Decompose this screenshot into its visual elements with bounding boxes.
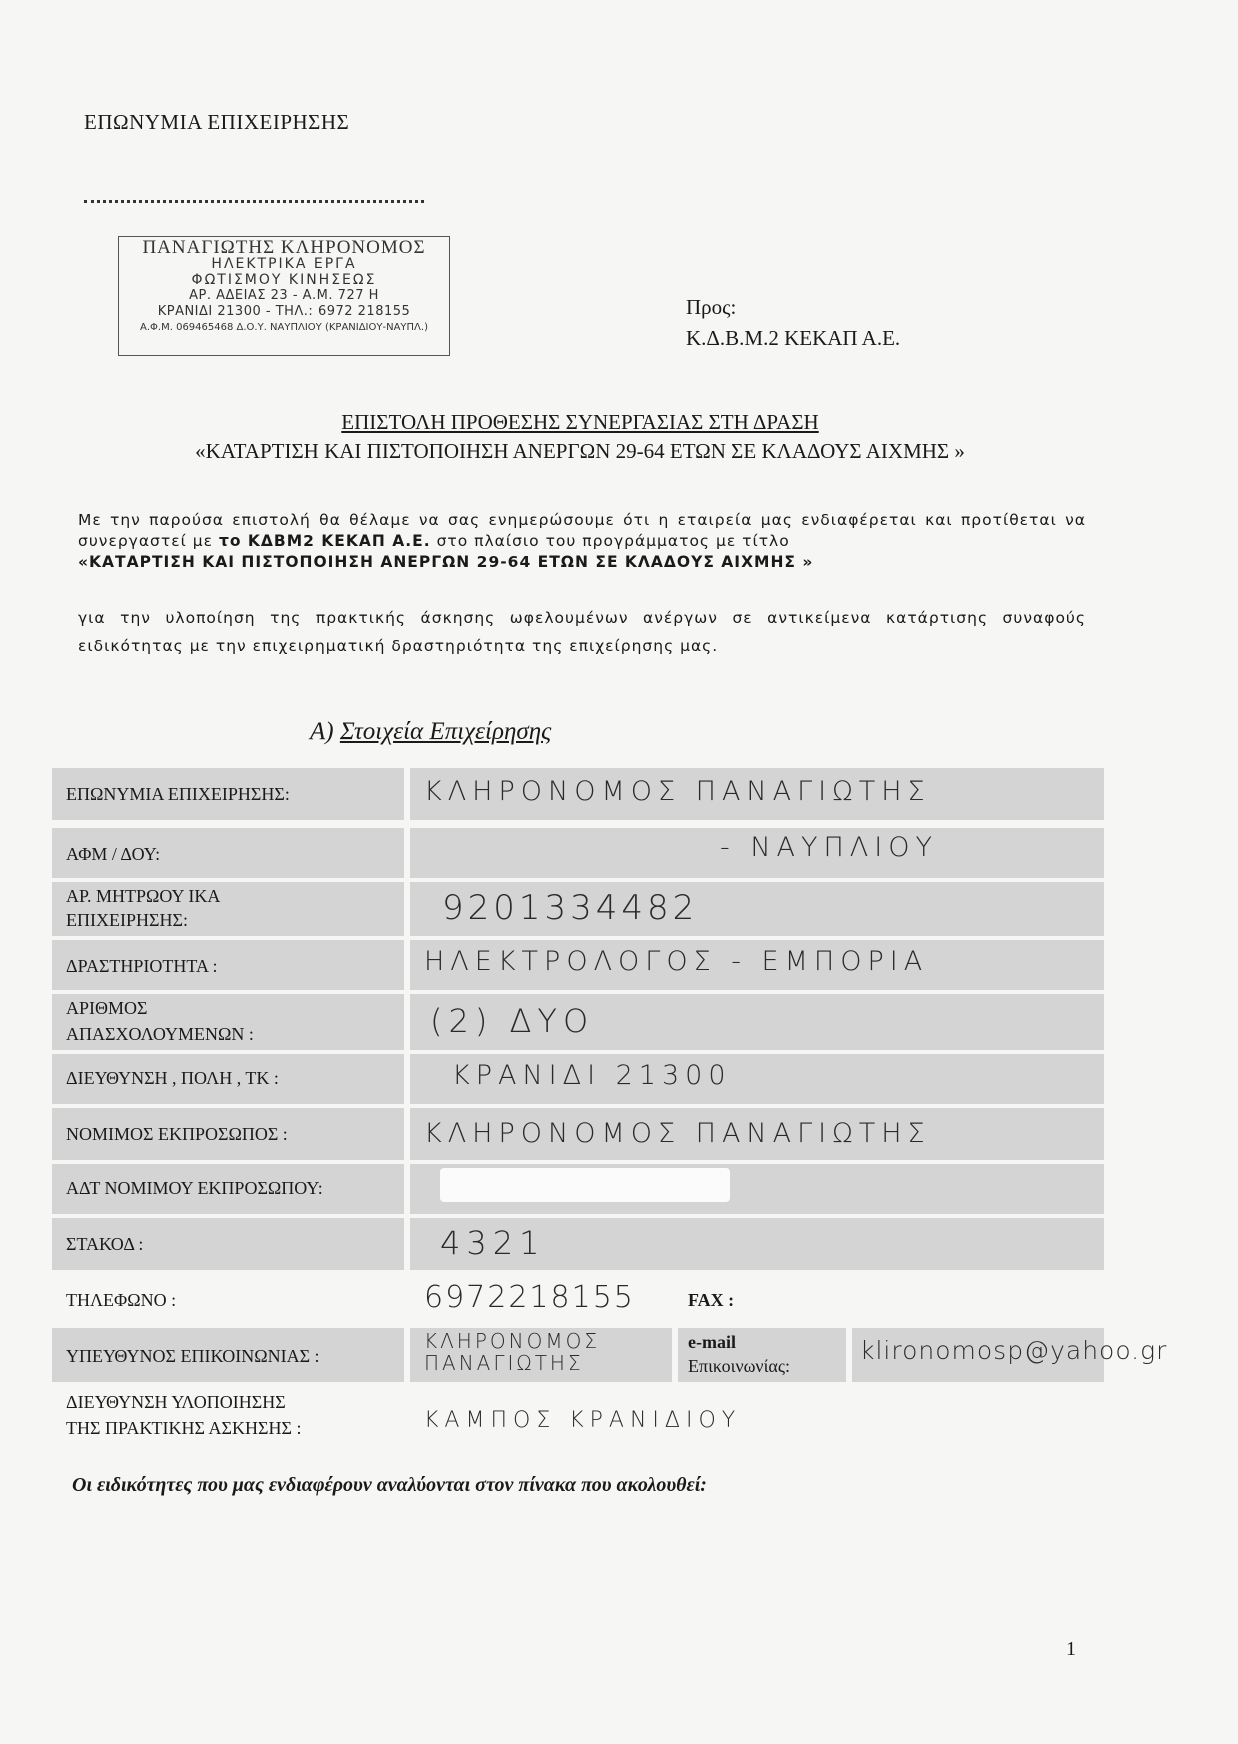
stamp-line-5: Α.Φ.Μ. 069465468 Δ.Ο.Υ. ΝΑΥΠΛΙΟΥ (ΚΡΑΝΙΔΙΟΥ-ΝΑΥΠΛ.)	[140, 322, 428, 333]
recipient-block	[686, 292, 900, 354]
employees-label-line-2: ΑΠΑΣΧΟΛΟΥΜΕΝΩΝ :	[66, 1024, 254, 1044]
employees-value: (2) ΔΥΟ	[430, 1002, 595, 1040]
redacted-id-value	[440, 1168, 730, 1202]
email-label-line-2: Επικοινωνίας:	[688, 1356, 790, 1376]
impl-label-line-1: ΔΙΕΥΘΥΝΣΗ ΥΛΟΠΟΙΗΣΗΣ	[66, 1392, 286, 1412]
intro-bold-org: το ΚΔΒΜ2 ΚΕΚΑΠ Α.Ε.	[218, 532, 431, 550]
contact-value-line-1: ΚΛΗΡΟΝΟΜΟΣ	[424, 1329, 600, 1353]
employees-label-line-1: ΑΡΙΘΜΟΣ	[66, 998, 148, 1018]
email-value: klironomosp@yahoo.gr	[860, 1336, 1168, 1365]
stakod-label: ΣΤΑΚΟΔ :	[66, 1234, 144, 1254]
legal-rep-value: ΚΛΗΡΟΝΟΜΟΣ ΠΑΝΑΓΙΩΤΗΣ	[424, 1118, 931, 1149]
stamp-line-2: ΦΩΤΙΣΜΟΥ ΚΙΝΗΣΕΩΣ	[191, 272, 377, 288]
email-label	[688, 1330, 790, 1378]
address-value: ΚΡΑΝΙΔΙ 21300	[452, 1060, 732, 1091]
intro-text-b: στο πλαίσιο του προγράμματος με τίτλο	[430, 532, 790, 550]
legal-rep-label: ΝΟΜΙΜΟΣ ΕΚΠΡΟΣΩΠΟΣ :	[66, 1124, 288, 1144]
letter-title-line-1: ΕΠΙΣΤΟΛΗ ΠΡΟΘΕΣΗΣ ΣΥΝΕΡΓΑΣΙΑΣ ΣΤΗ ΔΡΑΣΗ	[341, 410, 819, 434]
fax-label: FAX :	[688, 1290, 735, 1310]
contact-value-line-2: ΠΑΝΑΓΙΩΤΗΣ	[424, 1351, 584, 1375]
impl-label-line-2: ΤΗΣ ΠΡΑΚΤΙΚΗΣ ΑΣΚΗΣΗΣ :	[66, 1418, 302, 1438]
afm-value: - ΝΑΥΠΛΙΟΥ	[720, 832, 938, 863]
section-heading	[310, 718, 551, 746]
stamp-name: ΠΑΝΑΓΙΩΤΗΣ ΚΛΗΡΟΝΟΜΟΣ	[142, 237, 426, 258]
stamp-line-3: ΑΡ. ΑΔΕΙΑΣ 23 - Α.Μ. 727 Η	[189, 288, 379, 303]
specialties-note: Οι ειδικότητες που μας ενδιαφέρουν αναλύονται στον πίνακα που ακολουθεί:	[72, 1474, 707, 1496]
intro-text-a: Με την παρούσα επιστολή θα θέλαμε να σας ενημερώσουμε ότι η εταιρεία μας ενδιαφέρεται και προτίθεται να συνεργαστεί με	[78, 511, 1086, 550]
row-afm	[52, 828, 1104, 878]
letter-title	[0, 408, 1160, 466]
stamp-line-4: ΚΡΑΝΙΔΙ 21300 - ΤΗΛ.: 6972 218155	[157, 304, 411, 319]
contact-value	[424, 1330, 600, 1374]
row-phone	[52, 1276, 1104, 1324]
company-name-heading: ΕΠΩΝΥΜΙΑ ΕΠΙΧΕΙΡΗΣΗΣ	[84, 110, 350, 134]
row-stakod	[52, 1218, 1104, 1270]
row-address	[52, 1054, 1104, 1104]
letter-title-line-2: «ΚΑΤΑΡΤΙΣΗ ΚΑΙ ΠΙΣΤΟΠΟΙΗΣΗ ΑΝΕΡΓΩΝ 29-64 ΕΤΩΝ ΣΕ ΚΛΑΔΟΥΣ ΑΙΧΜΗΣ »	[195, 439, 965, 463]
row-activity	[52, 940, 1104, 990]
address-label: ΔΙΕΥΘΥΝΣΗ , ΠΟΛΗ , ΤΚ :	[66, 1068, 279, 1088]
id-label: ΑΔΤ ΝΟΜΙΜΟΥ ΕΚΠΡΟΣΩΠΟΥ:	[66, 1178, 323, 1198]
ika-label-line-1: ΑΡ. ΜΗΤΡΩΟΥ ΙΚΑ	[66, 886, 221, 906]
recipient-name: Κ.Δ.Β.Μ.2 ΚΕΚΑΠ Α.Ε.	[686, 326, 901, 350]
recipient-to-label: Προς:	[686, 295, 737, 319]
company-stamp	[118, 236, 450, 356]
section-title: Στοιχεία Επιχείρησης	[339, 718, 552, 745]
email-label-line-1: e-mail	[688, 1332, 736, 1352]
ika-label-line-2: ΕΠΙΧΕΙΡΗΣΗΣ:	[66, 910, 188, 930]
afm-label: ΑΦΜ / ΔΟΥ:	[66, 844, 161, 864]
intro-bold-program: «ΚΑΤΑΡΤΙΣΗ ΚΑΙ ΠΙΣΤΟΠΟΙΗΣΗ ΑΝΕΡΓΩΝ 29-64 ΕΤΩΝ ΣΕ ΚΛΑΔΟΥΣ ΑΙΧΜΗΣ »	[78, 553, 814, 571]
row-contact	[52, 1328, 1168, 1382]
company-name-value: ΚΛΗΡΟΝΟΜΟΣ ΠΑΝΑΓΙΩΤΗΣ	[424, 776, 931, 807]
stamp-line-1: ΗΛΕΚΤΡΙΚΑ ΕΡΓΑ	[211, 256, 357, 272]
row-legal-rep	[52, 1108, 1104, 1160]
purpose-paragraph: για την υλοποίηση της πρακτικής άσκησης ωφελουμένων ανέργων σε αντικείμενα κατάρτισης συναφούς ειδικότητας με την επιχειρηματική δραστηριότητα της επιχείρησης μας.	[78, 609, 1086, 655]
row-ika	[52, 882, 1104, 936]
intro-paragraph	[78, 510, 1086, 573]
row-implementation-address	[52, 1386, 1104, 1446]
row-employees	[52, 994, 1104, 1050]
stakod-value: 4321	[440, 1224, 546, 1262]
ika-value: 9201334482	[442, 888, 699, 928]
activity-value: ΗΛΕΚΤΡΟΛΟΓΟΣ - ΕΜΠΟΡΙΑ	[424, 946, 929, 977]
phone-label: ΤΗΛΕΦΩΝΟ :	[66, 1290, 177, 1310]
activity-label: ΔΡΑΣΤΗΡΙΟΤΗΤΑ :	[66, 956, 218, 976]
company-name-dotted-line	[84, 200, 424, 203]
contact-label: ΥΠΕΥΘΥΝΟΣ ΕΠΙΚΟΙΝΩΝΙΑΣ :	[66, 1346, 320, 1366]
page-number: 1	[1066, 1638, 1076, 1660]
impl-value: ΚΑΜΠΟΣ ΚΡΑΝΙΔΙΟΥ	[424, 1408, 742, 1433]
row-company-name	[52, 768, 1104, 820]
section-prefix: Α)	[310, 718, 340, 745]
company-name-label: ΕΠΩΝΥΜΙΑ ΕΠΙΧΕΙΡΗΣΗΣ:	[66, 784, 290, 804]
phone-value: 6972218155	[424, 1280, 635, 1315]
